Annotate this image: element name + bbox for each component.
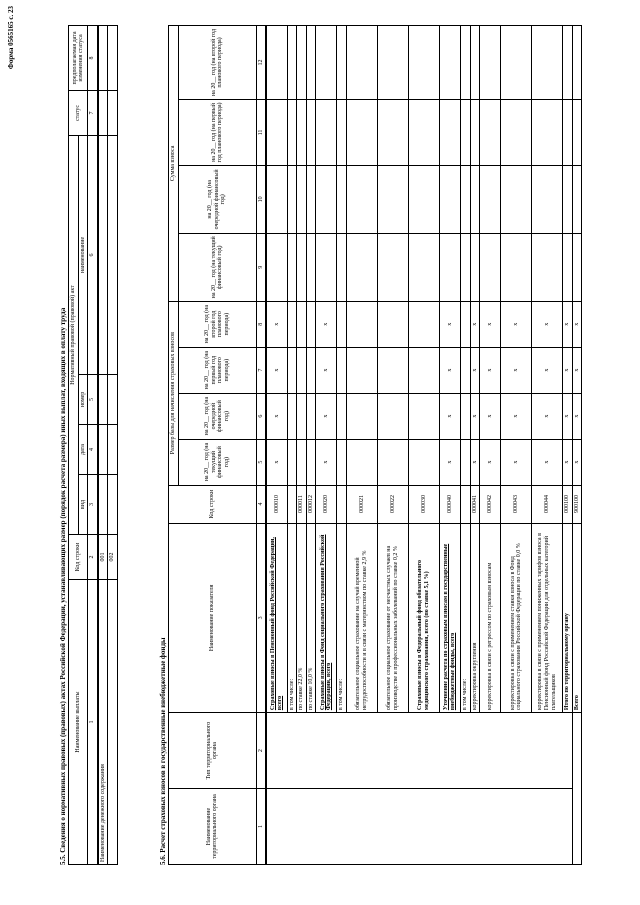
x-mark: x — [266, 439, 287, 485]
row-code: 000022 — [378, 485, 409, 523]
value-cell — [461, 165, 471, 233]
row-code: 000021 — [347, 485, 378, 523]
value-cell — [297, 165, 307, 233]
x-mark: x — [266, 301, 287, 347]
row-code — [287, 485, 297, 523]
num-11: 11 — [256, 100, 266, 166]
indicator-name: Уточнение расчета по страховым взносам в государственные внебюджетные фонды, всего — [440, 523, 461, 713]
value-cell — [378, 100, 409, 166]
num-9: 9 — [256, 233, 266, 301]
value-cell — [347, 393, 378, 439]
value-cell — [461, 233, 471, 301]
num-6: 6 — [256, 393, 266, 439]
value-cell — [532, 26, 563, 100]
x-mark: x — [501, 347, 532, 393]
num-8: 8 — [256, 301, 266, 347]
value-cell — [306, 301, 316, 347]
value-cell — [306, 439, 316, 485]
value-cell — [409, 301, 440, 347]
value-cell — [572, 100, 582, 166]
value-cell — [316, 26, 337, 100]
value-cell — [440, 233, 461, 301]
value-cell — [266, 100, 287, 166]
col-territorial-org: Наименование территориального органа — [169, 789, 257, 865]
value-cell — [306, 393, 316, 439]
col-base-next: на 20__ год (на очередной финансовый год) — [178, 393, 256, 439]
value-cell — [470, 26, 480, 100]
row-code: 001 — [98, 535, 108, 580]
num-3: 3 — [88, 475, 98, 535]
indicator-name: корректировка округления — [470, 523, 480, 713]
col-act-title: наименование — [78, 136, 88, 375]
value-cell — [378, 393, 409, 439]
value-cell — [297, 233, 307, 301]
x-mark: x — [563, 301, 573, 347]
x-mark: x — [563, 393, 573, 439]
value-cell — [287, 100, 297, 166]
value-cell — [409, 233, 440, 301]
indicator-name: обязательное социальное страхование от несчастных случаев на производстве и профессиональных заболеваний по ставке 0,2 % — [378, 523, 409, 713]
value-cell — [337, 301, 347, 347]
value-cell — [337, 347, 347, 393]
num-7: 7 — [256, 347, 266, 393]
value-cell — [287, 347, 297, 393]
x-mark: x — [532, 393, 563, 439]
row-code: 000020 — [316, 485, 337, 523]
value-cell — [287, 233, 297, 301]
value-cell — [306, 100, 316, 166]
value-cell — [409, 347, 440, 393]
row-payment-name: Наименование денежного содержания — [98, 580, 108, 865]
col-sum-current: на 20__ год (на текущий финансовый год) — [178, 233, 256, 301]
x-mark: x — [532, 301, 563, 347]
row-code: 000041 — [470, 485, 480, 523]
col-act-group: Нормативный правовой (правовой) акт — [69, 136, 79, 535]
indicator-name: Итого по территориальному органу — [563, 523, 573, 713]
value-cell — [440, 100, 461, 166]
col-base-group: Размер базы для начисления страховых взносов — [169, 301, 179, 485]
value-cell — [532, 165, 563, 233]
col-act-date: дата — [78, 425, 88, 475]
value-cell — [378, 26, 409, 100]
x-mark: x — [563, 347, 573, 393]
indicator-name: в том числе: — [287, 523, 297, 713]
num-3: 3 — [256, 523, 266, 713]
value-cell — [316, 233, 337, 301]
form-reference: Форма 0565165 с. 23 — [7, 6, 15, 70]
value-cell — [409, 439, 440, 485]
value-cell — [572, 26, 582, 100]
col-status-date: предполагаемая дата изменения статуса — [69, 26, 88, 91]
value-cell — [287, 393, 297, 439]
indicator-name: по ставке 10,0 % — [306, 523, 316, 713]
x-mark: x — [266, 347, 287, 393]
x-mark: x — [266, 393, 287, 439]
value-cell — [266, 26, 287, 100]
value-cell — [470, 233, 480, 301]
value-cell — [501, 233, 532, 301]
value-cell — [297, 393, 307, 439]
x-mark: x — [470, 439, 480, 485]
row-code — [337, 485, 347, 523]
value-cell — [337, 233, 347, 301]
value-cell — [337, 165, 347, 233]
x-mark: x — [532, 347, 563, 393]
value-cell — [501, 165, 532, 233]
col-payment-name: Наименование выплаты — [69, 580, 88, 865]
col-base-current: на 20__ год (на текущий финансовый год) — [178, 439, 256, 485]
value-cell — [297, 301, 307, 347]
value-cell — [563, 26, 573, 100]
x-mark: x — [440, 393, 461, 439]
table-row — [572, 26, 582, 865]
value-cell — [266, 233, 287, 301]
table-row — [266, 26, 287, 865]
value-cell — [287, 165, 297, 233]
x-mark: x — [316, 393, 337, 439]
col-sum-next: на 20__ год (на очередной финансовый год) — [178, 165, 256, 233]
row-code: 000044 — [532, 485, 563, 523]
x-mark: x — [572, 393, 582, 439]
x-mark: x — [572, 347, 582, 393]
indicator-name: Страховые взносы в Фонд социального страхования Российской Федерации, всего — [316, 523, 337, 713]
x-mark: x — [316, 301, 337, 347]
col-org-type: Тип территориального органа — [169, 713, 257, 789]
row-code: 900100 — [572, 485, 582, 523]
indicator-name: корректировка в связи с применением ставки взноса в Фонд социального страхования Российской Федерации по ставке 0,0 % — [501, 523, 532, 713]
indicator-name: Страховые взносы в Пенсионный фонд Российской Федерации, всего — [266, 523, 287, 713]
value-cell — [347, 100, 378, 166]
col-act-number: номер — [78, 375, 88, 425]
num-8: 8 — [88, 26, 98, 91]
value-cell — [306, 347, 316, 393]
value-cell — [347, 347, 378, 393]
row-code: 000040 — [440, 485, 461, 523]
x-mark: x — [501, 301, 532, 347]
value-cell — [378, 301, 409, 347]
x-mark: x — [563, 439, 573, 485]
value-cell — [347, 233, 378, 301]
x-mark: x — [470, 347, 480, 393]
value-cell — [480, 26, 501, 100]
row-code: 002 — [108, 535, 118, 580]
section-55-title: 5.5. Сведения о нормативных правовых (правовых) актах Российской Федерации, устанавливающих размер (порядок расчета размера) иных выплат, входящих в оплату труда — [59, 307, 67, 865]
num-12: 12 — [256, 26, 266, 100]
num-1: 1 — [88, 580, 98, 865]
num-5: 5 — [256, 439, 266, 485]
value-cell — [440, 165, 461, 233]
value-cell — [287, 301, 297, 347]
value-cell — [347, 165, 378, 233]
row-code: 000010 — [266, 485, 287, 523]
num-6: 6 — [88, 136, 98, 375]
x-mark: x — [480, 301, 501, 347]
value-cell — [306, 233, 316, 301]
indicator-name: корректировка в связи с регрессом по страховым взносам — [480, 523, 501, 713]
x-mark: x — [480, 439, 501, 485]
row-code: 000030 — [409, 485, 440, 523]
value-cell — [306, 26, 316, 100]
value-cell — [501, 26, 532, 100]
value-cell — [409, 26, 440, 100]
row-code: 000012 — [306, 485, 316, 523]
column-numbers — [256, 26, 266, 865]
value-cell — [440, 26, 461, 100]
value-cell — [347, 301, 378, 347]
x-mark: x — [316, 347, 337, 393]
value-cell — [461, 393, 471, 439]
value-cell — [378, 347, 409, 393]
x-mark: x — [480, 347, 501, 393]
value-cell — [563, 165, 573, 233]
x-mark: x — [501, 439, 532, 485]
col-sum-group: Сумма взноса — [169, 26, 179, 302]
value-cell — [287, 26, 297, 100]
col-base-plan2: на 20__ год (на второй год планового периода) — [178, 301, 256, 347]
value-cell — [501, 100, 532, 166]
indicator-name: корректировка в связи с применением пониженных тарифов взноса в Пенсионный фонд Российской Федерации для отдельных категорий плательщиков — [532, 523, 563, 713]
num-2: 2 — [256, 713, 266, 789]
value-cell — [409, 393, 440, 439]
x-mark: x — [440, 347, 461, 393]
num-5: 5 — [88, 375, 98, 425]
value-cell — [470, 165, 480, 233]
indicator-name: обязательное социальное страхование на случай временной нетрудоспособности и в связи с материнством по ставке 2,9 % — [347, 523, 378, 713]
value-cell — [297, 26, 307, 100]
num-7: 7 — [88, 91, 98, 136]
value-cell — [378, 233, 409, 301]
col-sum-plan2: на 20__ год (на второй год планового периода) — [178, 26, 256, 100]
value-cell — [266, 165, 287, 233]
value-cell — [532, 233, 563, 301]
value-cell — [378, 165, 409, 233]
num-4: 4 — [256, 485, 266, 523]
num-2: 2 — [88, 535, 98, 580]
value-cell — [461, 26, 471, 100]
x-mark: x — [470, 393, 480, 439]
num-10: 10 — [256, 165, 266, 233]
indicator-name: в том числе: — [337, 523, 347, 713]
x-mark: x — [532, 439, 563, 485]
value-cell — [470, 100, 480, 166]
x-mark: x — [572, 301, 582, 347]
value-cell — [409, 165, 440, 233]
x-mark: x — [572, 439, 582, 485]
col-act-kind: вид — [78, 475, 88, 535]
value-cell — [347, 26, 378, 100]
indicator-name: Всего — [572, 523, 582, 713]
value-cell — [409, 100, 440, 166]
indicator-name: по ставке 22,0 % — [297, 523, 307, 713]
value-cell — [480, 165, 501, 233]
value-cell — [563, 100, 573, 166]
num-4: 4 — [88, 425, 98, 475]
value-cell — [337, 26, 347, 100]
value-cell — [337, 439, 347, 485]
value-cell — [297, 439, 307, 485]
row-code: 000043 — [501, 485, 532, 523]
acts-table — [68, 25, 118, 865]
col-status: статус — [69, 91, 88, 136]
value-cell — [297, 347, 307, 393]
row-code: 000011 — [297, 485, 307, 523]
x-mark: x — [480, 393, 501, 439]
value-cell — [563, 233, 573, 301]
indicator-name: в том числе: — [461, 523, 471, 713]
col-base-plan1: на 20__ год (на первый год планового периода) — [178, 347, 256, 393]
x-mark: x — [440, 301, 461, 347]
value-cell — [337, 393, 347, 439]
value-cell — [287, 439, 297, 485]
value-cell — [461, 347, 471, 393]
value-cell — [572, 233, 582, 301]
value-cell — [306, 165, 316, 233]
value-cell — [316, 100, 337, 166]
value-cell — [572, 165, 582, 233]
value-cell — [532, 100, 563, 166]
row-code: 000100 — [563, 485, 573, 523]
x-mark: x — [470, 301, 480, 347]
col-sum-plan1: на 20__ год (на первый год планового периода) — [178, 100, 256, 166]
value-cell — [378, 439, 409, 485]
section-56-title: 5.6. Расчет страховых взносов в государственные внебюджетные фонды — [159, 637, 167, 865]
value-cell — [461, 301, 471, 347]
col-code: Код строки — [69, 535, 88, 580]
x-mark: x — [316, 439, 337, 485]
col-code: Код строки — [169, 485, 257, 523]
value-cell — [316, 165, 337, 233]
indicator-name: Страховые взносы в Федеральный фонд обязательного медицинского страхования, всего (по ставке 5,1 %) — [409, 523, 440, 713]
row-code — [461, 485, 471, 523]
value-cell — [297, 100, 307, 166]
value-cell — [480, 100, 501, 166]
value-cell — [337, 100, 347, 166]
col-indicator: Наименование показателя — [169, 523, 257, 713]
value-cell — [461, 100, 471, 166]
row-code: 000042 — [480, 485, 501, 523]
value-cell — [480, 233, 501, 301]
num-1: 1 — [256, 789, 266, 865]
insurance-table — [168, 25, 582, 865]
value-cell — [347, 439, 378, 485]
value-cell — [461, 439, 471, 485]
x-mark: x — [501, 393, 532, 439]
x-mark: x — [440, 439, 461, 485]
